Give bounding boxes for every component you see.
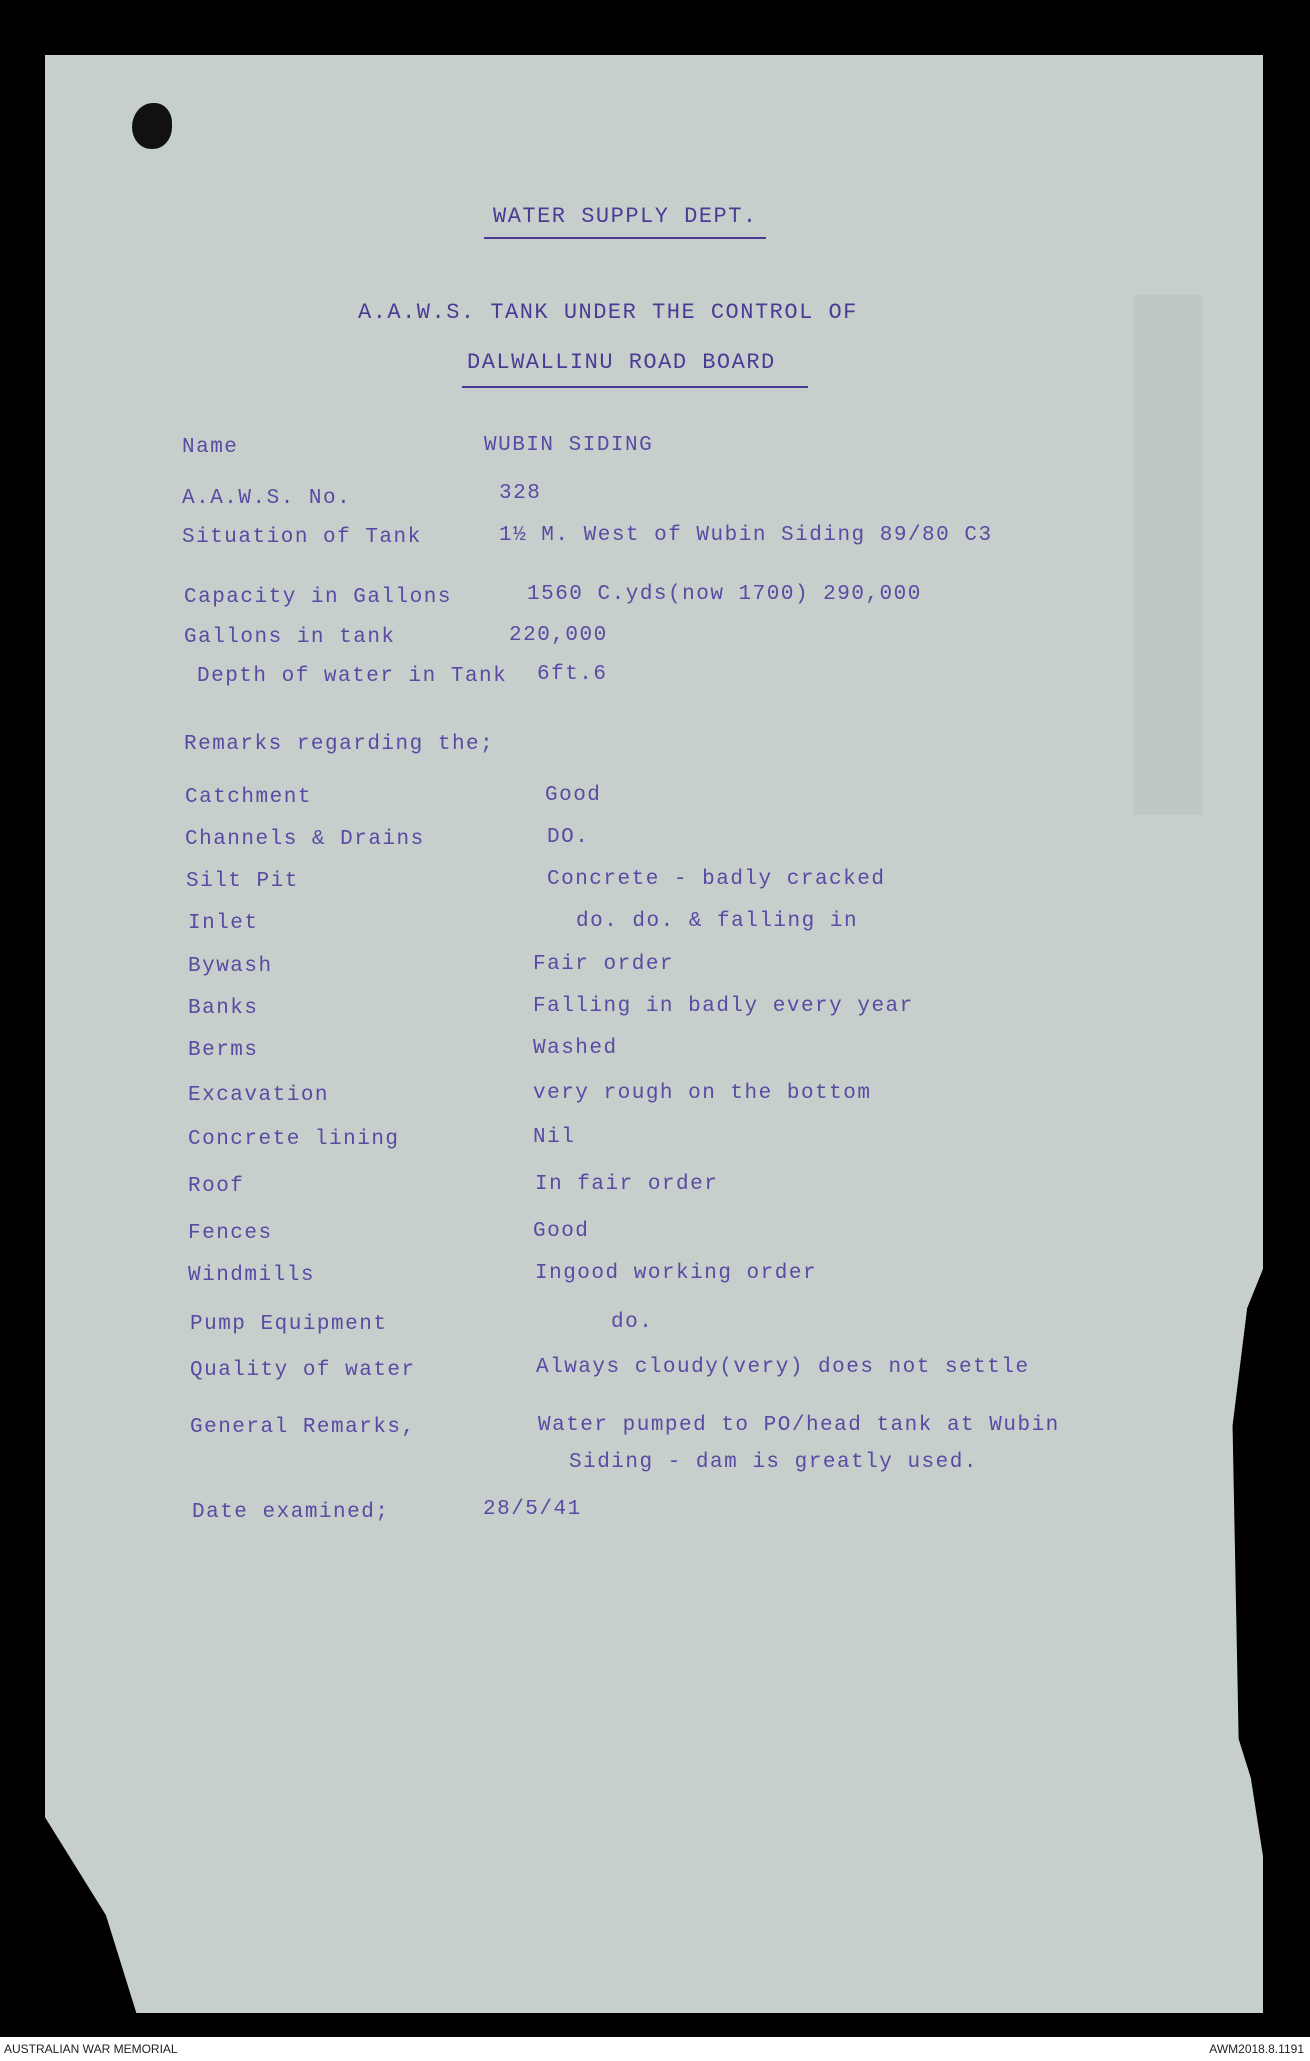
- document-subtitle-line1: A.A.W.S. TANK UNDER THE CONTROL OF: [358, 300, 858, 325]
- general-remarks-line2: Siding - dam is greatly used.: [569, 1451, 978, 1474]
- remark-value: Nil: [533, 1126, 576, 1149]
- remark-value: Good: [533, 1220, 590, 1243]
- aaws-value: 328: [499, 482, 542, 505]
- remark-value: Washed: [533, 1037, 618, 1060]
- general-remarks-line1: Water pumped to PO/head tank at Wubin: [538, 1414, 1060, 1437]
- remark-label: Quality of water: [190, 1359, 416, 1382]
- remark-value: Fair order: [533, 953, 675, 976]
- remark-label: Roof: [188, 1175, 245, 1198]
- date-examined-label: Date examined;: [192, 1501, 390, 1524]
- ink-blot: [132, 103, 172, 149]
- document-title: WATER SUPPLY DEPT.: [493, 204, 758, 229]
- document-page: [45, 55, 1263, 2013]
- date-examined-value: 28/5/41: [483, 1498, 582, 1521]
- depth-value: 6ft.6: [537, 663, 608, 686]
- remark-label: Pump Equipment: [190, 1313, 388, 1336]
- depth-label: Depth of water in Tank: [197, 665, 508, 688]
- remark-label: Silt Pit: [186, 870, 299, 893]
- remark-label: Catchment: [185, 786, 312, 809]
- capacity-value: 1560 C.yds(now 1700) 290,000: [527, 583, 922, 606]
- remark-value: Good: [545, 784, 602, 807]
- situation-value: 1½ M. West of Wubin Siding 89/80 C3: [499, 524, 993, 547]
- remark-value: do.: [611, 1311, 654, 1334]
- footer-accession-number: AWM2018.8.1191: [1209, 2042, 1304, 2056]
- gallons-value: 220,000: [509, 624, 608, 647]
- remark-label: Excavation: [188, 1084, 330, 1107]
- footer-credit: AUSTRALIAN WAR MEMORIAL: [4, 2042, 178, 2056]
- footer-bar: [0, 2037, 1310, 2061]
- general-remarks-label: General Remarks,: [190, 1416, 416, 1439]
- remark-value: Concrete - badly cracked: [547, 868, 886, 891]
- situation-label: Situation of Tank: [182, 526, 422, 549]
- capacity-label: Capacity in Gallons: [184, 586, 452, 609]
- remark-label: Fences: [188, 1222, 273, 1245]
- remark-value: Ingood working order: [535, 1262, 818, 1285]
- remark-value: very rough on the bottom: [533, 1082, 872, 1105]
- remark-label: Concrete lining: [188, 1128, 400, 1151]
- remark-label: Bywash: [188, 955, 273, 978]
- title-underline: [484, 237, 766, 239]
- remark-label: Inlet: [188, 912, 259, 935]
- name-value: WUBIN SIDING: [484, 434, 654, 457]
- aaws-label: A.A.W.S. No.: [182, 487, 352, 510]
- document-subtitle-line2: DALWALLINU ROAD BOARD: [467, 350, 776, 375]
- gallons-label: Gallons in tank: [184, 626, 396, 649]
- remark-value: Falling in badly every year: [533, 995, 914, 1018]
- remark-label: Windmills: [188, 1264, 315, 1287]
- remark-value: In fair order: [535, 1173, 719, 1196]
- name-label: Name: [182, 436, 239, 459]
- remark-value: Always cloudy(very) does not settle: [536, 1356, 1030, 1379]
- subtitle-underline: [462, 386, 808, 388]
- remark-value: DO.: [547, 826, 590, 849]
- remarks-intro: Remarks regarding the;: [184, 733, 495, 756]
- remark-label: Berms: [188, 1039, 259, 1062]
- remark-label: Banks: [188, 997, 259, 1020]
- remark-value: do. do. & falling in: [576, 910, 859, 933]
- remark-label: Channels & Drains: [185, 828, 425, 851]
